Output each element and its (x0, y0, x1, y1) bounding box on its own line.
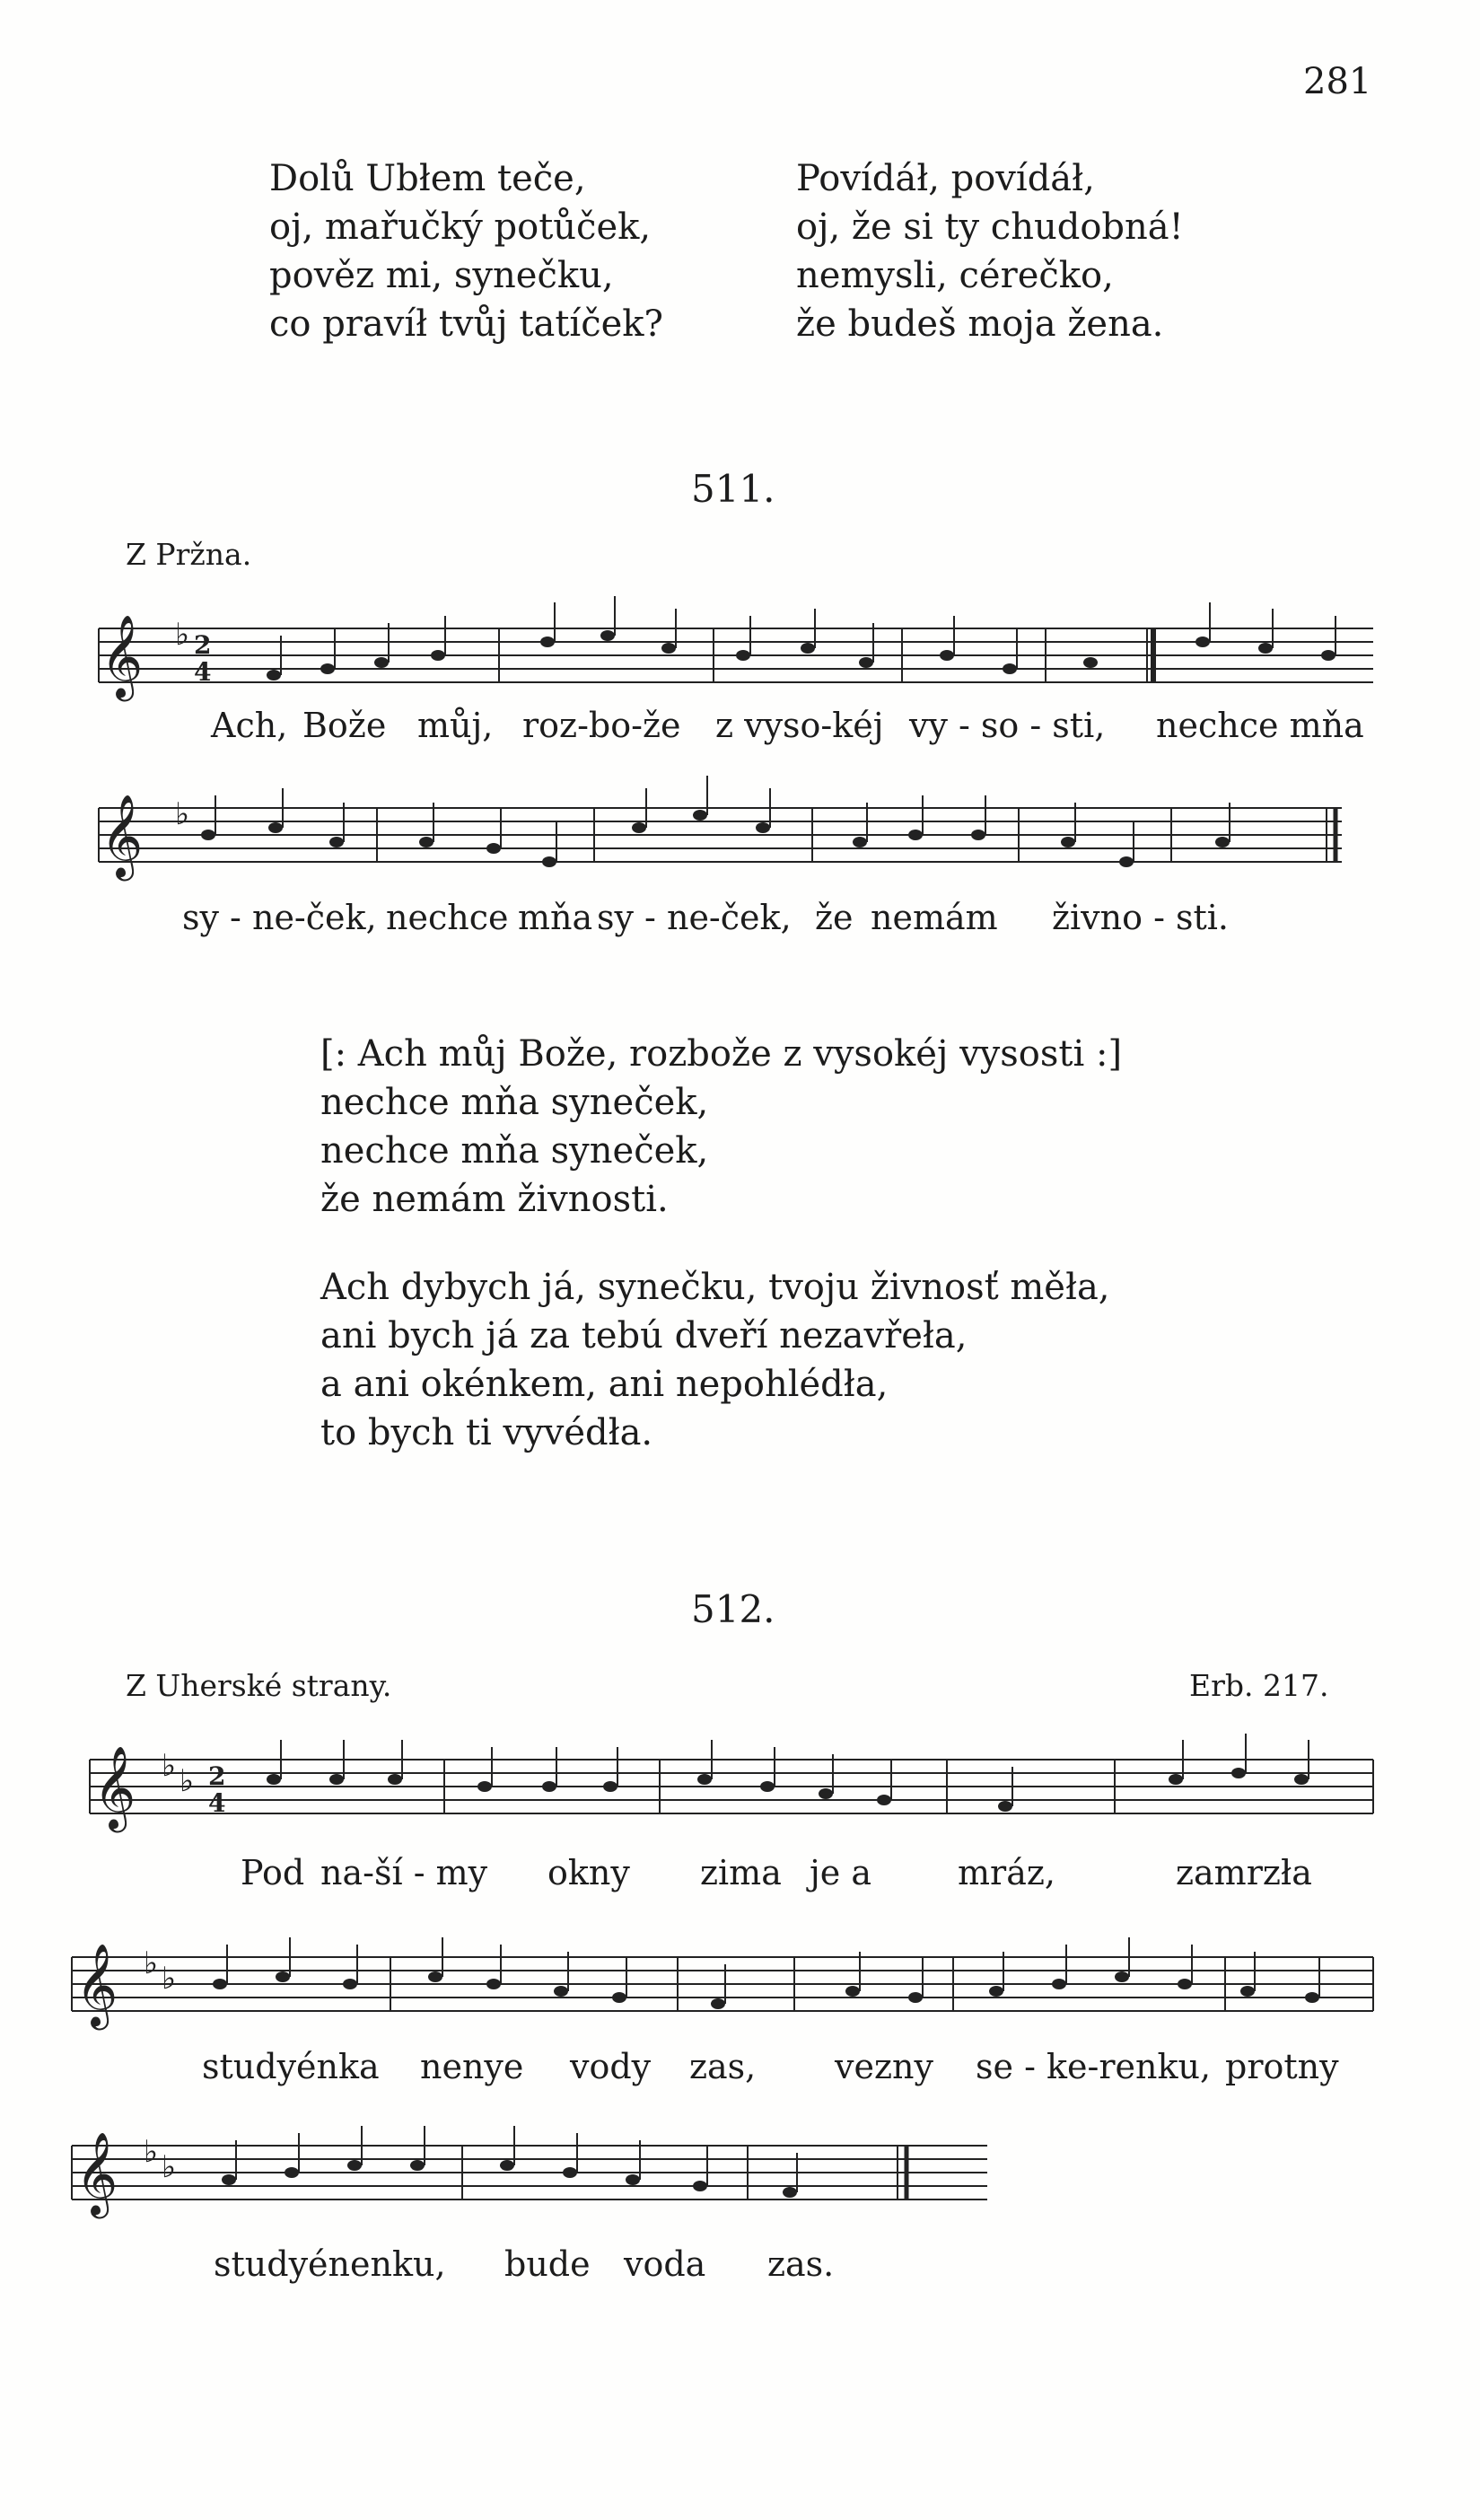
note (276, 1971, 290, 1982)
note (388, 1774, 402, 1785)
lyric-syllable: mňa (518, 898, 593, 937)
lyric-syllable: Pod (241, 1853, 305, 1892)
note (845, 1986, 860, 1997)
note (693, 2181, 707, 2191)
song-number-511: 511. (691, 467, 775, 511)
note (940, 650, 954, 661)
lyric-syllable: nechce (386, 898, 509, 937)
note (201, 830, 215, 840)
lyric-syllable: okny (547, 1853, 630, 1892)
note (1195, 637, 1210, 647)
note (853, 837, 867, 847)
verse-line: to bych ti vyvédła. (320, 1412, 653, 1453)
note (1169, 1774, 1183, 1785)
time-signature-bottom: 4 (208, 1788, 226, 1818)
flat-icon: ♭ (144, 2134, 159, 2170)
note (431, 650, 445, 661)
lyric-syllable: nenye (420, 2047, 524, 2086)
note (410, 2160, 425, 2171)
note (1052, 1979, 1066, 1989)
note (661, 643, 676, 654)
flat-icon: ♭ (162, 2149, 177, 2185)
lyric-syllable: voda (624, 2244, 706, 2284)
lyric-syllable: vezny (835, 2047, 933, 2086)
lyrics-512-line1 (0, 1853, 1480, 1907)
lyric-syllable: zas. (767, 2244, 835, 2284)
note (347, 2160, 362, 2171)
note (612, 1992, 626, 2003)
time-signature-top: 2 (208, 1761, 226, 1791)
music-staff-512-2 (0, 1939, 1480, 2029)
note (1321, 650, 1336, 661)
verse-line: Ach dybych já, synečku, tvoju živnosť měła, (320, 1267, 1110, 1308)
lyric-syllable: nechce mňa (1156, 706, 1364, 745)
verse-line: nemysli, cérečko, (796, 255, 1114, 296)
note (711, 1998, 725, 2009)
verse-line: co pravíł tvůj tatíček? (269, 303, 663, 345)
lyric-syllable: Bože (302, 706, 387, 745)
verse-line: ani bych já za tebú dveří nezavřeła, (320, 1315, 968, 1357)
note (1258, 643, 1273, 654)
note (626, 2174, 640, 2185)
verse-line: Povídáł, povídáł, (796, 158, 1095, 199)
note (486, 1979, 501, 1989)
flat-icon: ♭ (175, 617, 190, 653)
note (1061, 837, 1075, 847)
note (1294, 1774, 1309, 1785)
lyric-syllable: vody (570, 2047, 652, 2086)
note (1178, 1979, 1192, 1989)
note (1115, 1971, 1129, 1982)
note (908, 830, 923, 840)
flat-icon: ♭ (144, 1945, 159, 1981)
note (697, 1774, 712, 1785)
lyric-syllable: se - ke-renku, (976, 2047, 1212, 2086)
note (1119, 856, 1134, 867)
note (600, 630, 615, 641)
note (1083, 657, 1098, 668)
note (859, 657, 873, 668)
lyric-syllable: studyénenku, (214, 2244, 446, 2284)
note (486, 843, 501, 854)
note (736, 650, 750, 661)
lyric-syllable: je a (810, 1853, 872, 1892)
note (877, 1795, 891, 1805)
verse-left (269, 154, 663, 348)
lyric-syllable: protny (1225, 2047, 1339, 2086)
lyric-syllable: roz-bo-že (522, 706, 681, 745)
note (1003, 663, 1017, 674)
note (989, 1986, 1003, 1997)
note (801, 643, 815, 654)
lyric-syllable: sy - ne-ček, (597, 898, 792, 937)
lyric-syllable: zima (700, 1853, 782, 1892)
flat-icon: ♭ (180, 1763, 195, 1799)
page-number: 281 (1303, 61, 1372, 102)
verse-line: pověz mi, synečku, (269, 255, 614, 296)
verse-line: a ani okénkem, ani nepohlédła, (320, 1364, 889, 1405)
note (419, 837, 433, 847)
treble-clef-icon: 𝄞 (101, 794, 144, 877)
note (542, 1781, 556, 1792)
lyric-syllable: nemám (871, 898, 998, 937)
music-staff-511-1 (0, 610, 1480, 700)
lyrics-512-line2 (0, 2047, 1480, 2101)
flat-icon: ♭ (175, 796, 190, 832)
note (285, 2167, 299, 2178)
note (540, 637, 555, 647)
verse-line: nechce mňa syneček, (320, 1082, 709, 1123)
song-511-verse-2 (320, 1263, 1110, 1457)
lyric-syllable: můj, (417, 706, 494, 745)
note (213, 1979, 227, 1989)
note (603, 1781, 617, 1792)
verse-line: oj, mařučký potůček, (269, 206, 652, 248)
verse-right (796, 154, 1184, 348)
note (320, 663, 335, 674)
note (477, 1781, 492, 1792)
note (819, 1788, 833, 1799)
note (1305, 1992, 1319, 2003)
verse-line: [: Ach můj Bože, rozbože z vysokéj vysosti :] (320, 1033, 1123, 1075)
note (343, 1979, 357, 1989)
song-origin-511: Z Pržna. (126, 537, 252, 572)
lyric-syllable: zamrzła (1176, 1853, 1312, 1892)
lyrics-511-line1 (0, 706, 1480, 760)
note (267, 1774, 281, 1785)
treble-clef-icon: 𝄞 (75, 2131, 118, 2215)
note (374, 657, 389, 668)
note (908, 1992, 923, 2003)
lyric-syllable: zas, (689, 2047, 757, 2086)
note (428, 1971, 442, 1982)
lyric-syllable: vy - so - sti, (909, 706, 1106, 745)
treble-clef-icon: 𝄞 (93, 1745, 136, 1829)
lyric-syllable: bude (504, 2244, 591, 2284)
note (1215, 837, 1230, 847)
lyric-syllable: studyénka (202, 2047, 380, 2086)
note (500, 2160, 514, 2171)
note (971, 830, 985, 840)
note (783, 2187, 797, 2198)
music-staff-511-2 (0, 790, 1480, 880)
music-staff-512-3 (0, 2128, 1480, 2217)
lyric-syllable: mráz, (958, 1853, 1055, 1892)
verse-line: že budeš moja žena. (796, 303, 1164, 345)
lyrics-512-line3 (0, 2244, 1480, 2298)
note (554, 1986, 568, 1997)
note (329, 1774, 344, 1785)
note (267, 670, 281, 680)
note (563, 2167, 577, 2178)
note (222, 2174, 236, 2185)
note (756, 822, 770, 833)
verse-line: oj, že si ty chudobná! (796, 206, 1184, 248)
note (632, 822, 646, 833)
note (542, 856, 556, 867)
verse-line: Dolů Ubłem teče, (269, 158, 586, 199)
lyric-syllable: z vyso-kéj (715, 706, 884, 745)
treble-clef-icon: 𝄞 (101, 614, 144, 698)
time-signature-top: 2 (194, 630, 212, 660)
flat-icon: ♭ (162, 1961, 177, 1997)
lyric-syllable: na-ší - my (320, 1853, 488, 1892)
flat-icon: ♭ (162, 1748, 177, 1784)
song-origin-512: Z Uherské strany. (126, 1668, 392, 1703)
song-511-verse-1 (320, 1030, 1122, 1224)
lyrics-511-line2 (0, 898, 1480, 952)
verse-line: nechce mňa syneček, (320, 1130, 709, 1172)
note (268, 822, 283, 833)
note (329, 837, 344, 847)
song-reference-512: Erb. 217. (1189, 1668, 1329, 1703)
song-number-512: 512. (691, 1587, 775, 1631)
verse-line: že nemám živnosti. (320, 1179, 669, 1220)
note (998, 1801, 1012, 1812)
lyric-syllable: sy - ne-ček, (182, 898, 377, 937)
treble-clef-icon: 𝄞 (75, 1943, 118, 2026)
note (693, 810, 707, 821)
lyric-syllable: živno - sti. (1052, 898, 1229, 937)
note (760, 1781, 775, 1792)
lyric-syllable: Ach, (211, 706, 288, 745)
lyric-syllable: že (815, 898, 854, 937)
music-staff-512-1 (0, 1742, 1480, 1831)
time-signature-bottom: 4 (194, 657, 212, 687)
note (1240, 1986, 1255, 1997)
note (1231, 1768, 1246, 1778)
